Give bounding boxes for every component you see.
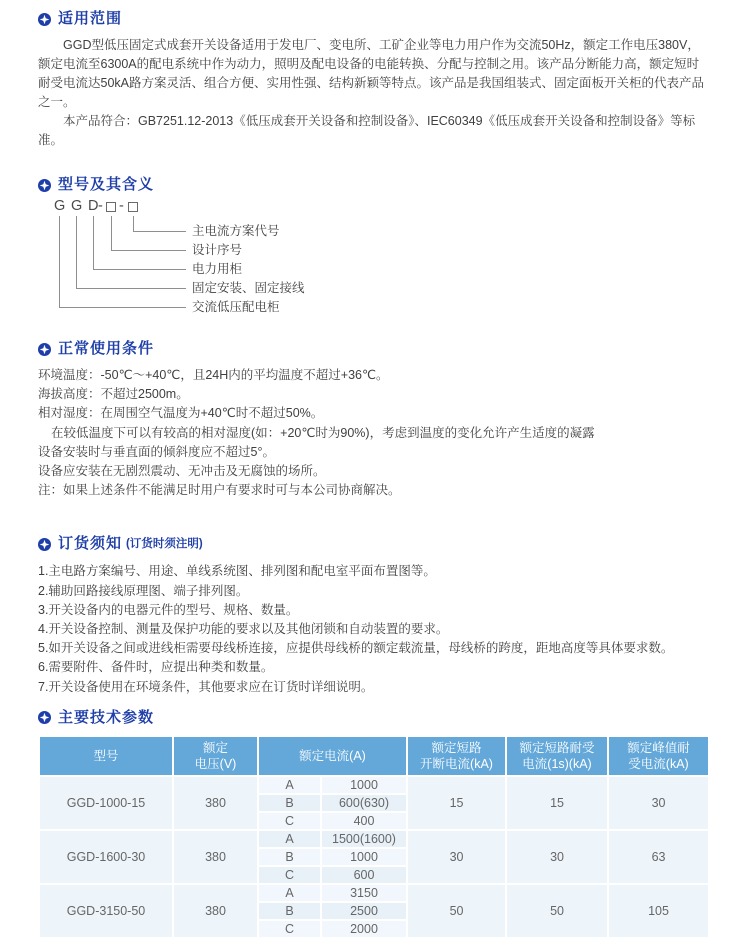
document-page	[0, 10, 750, 939]
condition-line-altitude: 海拔高度：不超过2500m。	[38, 387, 189, 402]
star-badge-icon	[38, 179, 51, 192]
current-phase-cell: A	[258, 830, 321, 848]
star-badge-icon	[38, 538, 51, 551]
model-cell: GGD-1600-30	[39, 830, 173, 884]
condition-line-vibration: 设备应安装在无剧烈震动、无冲击及无腐蚀的场所。	[38, 464, 326, 479]
section-scope	[38, 10, 710, 150]
section-technical-parameters	[38, 709, 710, 939]
current-value-cell: 1000	[321, 776, 407, 794]
current-value-cell: 400	[321, 812, 407, 830]
withstand-current-cell: 30	[506, 830, 608, 884]
peak-current-cell: 105	[608, 884, 709, 938]
voltage-cell: 380	[173, 884, 258, 938]
breaking-current-cell: 15	[407, 776, 506, 830]
code-label-design-serial: 设计序号	[192, 243, 243, 257]
scope-paragraph-2: 本产品符合：GB7251.12-2013《低压成套开关设备和控制设备》、IEC60349《低压成套开关设备和控制设备》等标准。	[38, 114, 696, 147]
header-breaking-current: 额定短路 开断电流(kA)	[407, 736, 506, 776]
code-label-ac-lv-cabinet: 交流低压配电柜	[192, 300, 280, 314]
ordering-item-3: 3.开关设备内的电器元件的型号、规格、数量。	[38, 602, 299, 617]
section-model-designation	[38, 176, 710, 320]
header-rated-voltage: 额定 电压(V)	[173, 736, 258, 776]
section-title-ordering-note: (订货时须注明)	[126, 538, 203, 551]
section-heading-params	[38, 709, 710, 727]
code-letter-g2: G	[71, 198, 83, 214]
star-badge-icon	[38, 13, 51, 26]
condition-line-ambient-temp: 环境温度：-50℃～+40℃，且24H内的平均温度不超过+36℃。	[38, 368, 389, 382]
condition-line-tilt: 设备安装时与垂直面的倾斜度应不超过5°。	[38, 444, 275, 459]
current-value-cell: 1500(1600)	[321, 830, 407, 848]
table-row	[39, 776, 709, 794]
voltage-cell: 380	[173, 830, 258, 884]
current-value-cell: 600(630)	[321, 794, 407, 812]
ordering-item-4: 4.开关设备控制、测量及保护功能的要求以及其他闭锁和自动装置的要求。	[38, 622, 449, 637]
model-code-diagram	[38, 198, 710, 320]
current-value-cell: 3150	[321, 884, 407, 902]
current-phase-cell: C	[258, 866, 321, 884]
section-title-params: 主要技术参数	[58, 708, 155, 726]
current-phase-cell: B	[258, 848, 321, 866]
scope-paragraph-1: GGD型低压固定式成套开关设备适用于发电厂、变电所、工矿企业等电力用户作为交流50Hz，额定工作电压380V，额定电流至6300A的配电系统中作为动力，照明及配电设备的电能转换、分配与控制之用。该产品分断能力高，额定短时耐受电流达50kA路方案灵活、组合方便、实用性强、结构新颖等特点。该产品是我国组装式、固定面板开关柜的代表产品之一。	[38, 38, 704, 109]
condition-line-humidity: 相对湿度：在周围空气温度为+40℃时不超过50%。	[38, 406, 324, 421]
ordering-body	[38, 562, 710, 696]
withstand-current-cell: 50	[506, 884, 608, 938]
section-title-scope: 适用范围	[58, 10, 123, 27]
voltage-cell: 380	[173, 776, 258, 830]
header-peak-current: 额定峰值耐 受电流(kA)	[608, 736, 709, 776]
section-heading-model	[38, 176, 710, 194]
current-phase-cell: B	[258, 794, 321, 812]
table-row	[39, 830, 709, 848]
ordering-item-5: 5.如开关设备之间或进线柜需要母线桥连接，应提供母线桥的额定载流量，母线桥的跨度，距地高度等具体要求数。	[38, 641, 674, 656]
code-dash: -	[119, 198, 124, 214]
code-label-power-cabinet: 电力用柜	[192, 262, 243, 276]
code-letter-d: D	[88, 198, 99, 214]
current-phase-cell: B	[258, 902, 321, 920]
condition-line-note: 注：如果上述条件不能满足时用户有要求时可与本公司协商解决。	[38, 483, 401, 498]
current-value-cell: 2500	[321, 902, 407, 920]
current-value-cell: 2000	[321, 920, 407, 938]
ordering-item-2: 2.辅助回路接线原理图、端子排列图。	[38, 583, 249, 598]
header-withstand-current: 额定短路耐受 电流(1s)(kA)	[506, 736, 608, 776]
current-phase-cell: C	[258, 920, 321, 938]
header-rated-current: 额定电流(A)	[258, 736, 407, 776]
star-badge-icon	[38, 711, 51, 724]
current-phase-cell: C	[258, 812, 321, 830]
section-heading-ordering	[38, 535, 710, 553]
section-title-ordering: 订货须知	[58, 535, 123, 553]
scope-body	[38, 36, 710, 150]
ordering-item-6: 6.需要附件、备件时，应提出种类和数量。	[38, 660, 274, 675]
current-value-cell: 1000	[321, 848, 407, 866]
section-title-model: 型号及其含义	[58, 176, 155, 193]
header-model: 型号	[39, 736, 173, 776]
section-heading-scope	[38, 10, 710, 28]
section-title-conditions: 正常使用条件	[58, 340, 155, 357]
model-cell: GGD-3150-50	[39, 884, 173, 938]
tech-params-table	[38, 735, 710, 939]
ordering-item-1: 1.主电路方案编号、用途、单线系统图、排列图和配电室平面布置图等。	[38, 564, 436, 579]
ordering-item-7: 7.开关设备使用在环境条件，其他要求应在订货时详细说明。	[38, 679, 374, 694]
code-label-main-scheme: 主电流方案代号	[192, 224, 280, 238]
peak-current-cell: 63	[608, 830, 709, 884]
current-value-cell: 600	[321, 866, 407, 884]
current-phase-cell: A	[258, 884, 321, 902]
section-ordering-notes	[38, 535, 710, 696]
section-heading-conditions	[38, 340, 710, 358]
peak-current-cell: 30	[608, 776, 709, 830]
star-badge-icon	[38, 343, 51, 356]
conditions-body	[38, 366, 710, 500]
section-operating-conditions	[38, 340, 710, 500]
condition-line-humidity-note: 在较低温度下可以有较高的相对湿度(如：+20℃时为90%)，考虑到温度的变化允许产生适度的凝露	[51, 425, 595, 440]
code-label-fixed-mount: 固定安装、固定接线	[192, 281, 305, 295]
withstand-current-cell: 15	[506, 776, 608, 830]
table-header-row	[39, 736, 709, 776]
table-row	[39, 884, 709, 902]
current-phase-cell: A	[258, 776, 321, 794]
breaking-current-cell: 30	[407, 830, 506, 884]
model-cell: GGD-1000-15	[39, 776, 173, 830]
breaking-current-cell: 50	[407, 884, 506, 938]
code-dash: -	[98, 198, 103, 214]
code-letter-g1: G	[54, 198, 66, 214]
